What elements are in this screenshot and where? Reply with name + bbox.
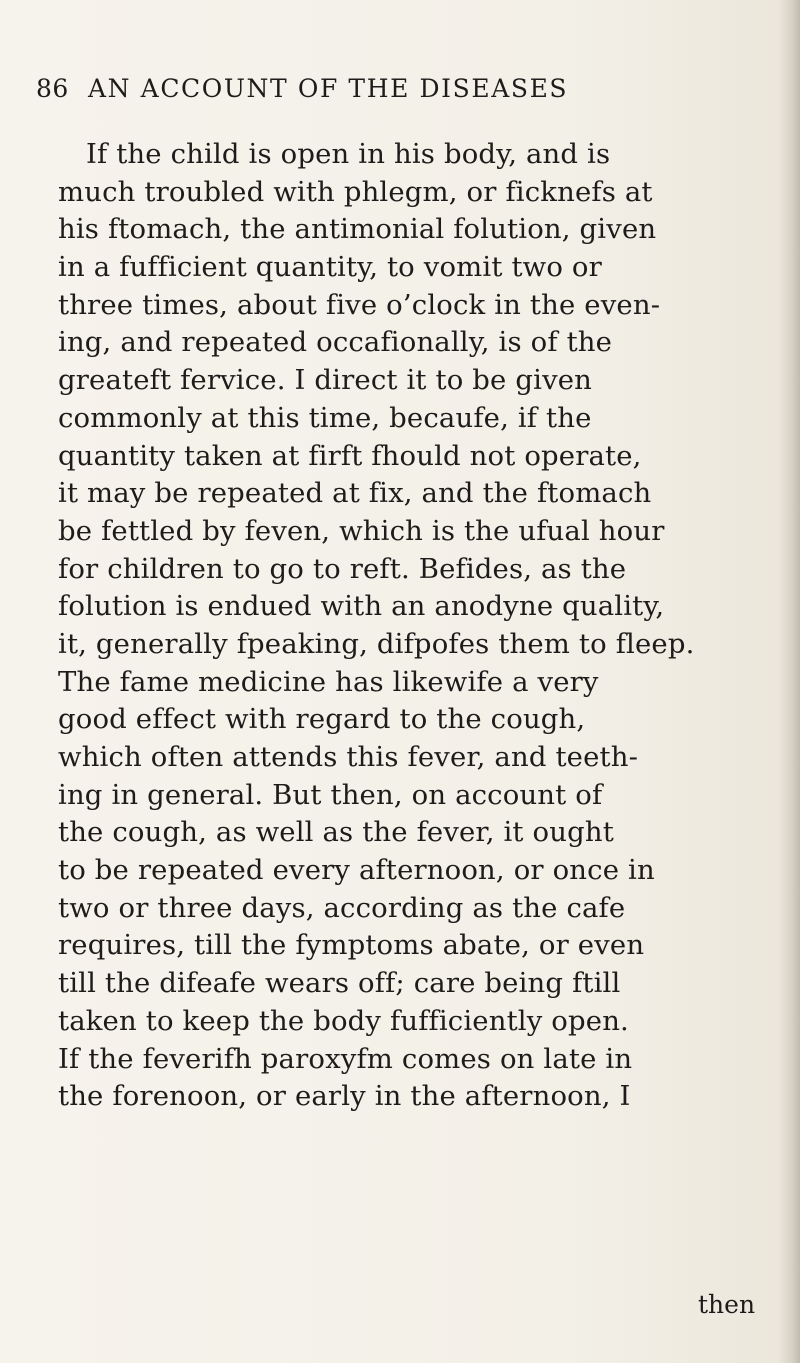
text-line: quantity taken at firft fhould not operate, [58, 439, 642, 472]
text-line: ing, and repeated occafionally, is of the [58, 326, 613, 359]
text-line: for children to go to reft. Befides, as the [58, 552, 627, 585]
text-line: in a fufficient quantity, to vomit two or [58, 251, 602, 284]
text-line: the cough, as well as the fever, it ought [58, 816, 614, 849]
catchword: then [698, 1290, 756, 1319]
text-line: If the feverifh paroxyfm comes on late in [58, 1042, 633, 1075]
text-line: greateft fervice. I direct it to be given [58, 364, 593, 397]
text-line: taken to keep the body fufficiently open. [58, 1004, 629, 1037]
text-line: three times, about five o’clock in the even- [58, 288, 661, 321]
text-line: requires, till the fymptoms abate, or even [58, 929, 645, 962]
text-line: it, generally fpeaking, difpofes them to fleep. [58, 627, 695, 660]
body-text [58, 136, 798, 1116]
text-line: his ftomach, the antimonial folution, given [58, 213, 657, 246]
text-line: ing in general. But then, on account of [58, 778, 603, 811]
text-line: to be repeated every afternoon, or once in [58, 854, 655, 887]
text-line: If the child is open in his body, and is [86, 138, 611, 170]
text-line: good effect with regard to the cough, [58, 703, 586, 736]
page-number: 86 [36, 74, 69, 103]
text-line: which often attends this fever, and teeth- [58, 741, 639, 773]
text-line: folution is endued with an anodyne quality, [58, 590, 665, 623]
text-line: the forenoon, or early in the afternoon, I [58, 1080, 631, 1113]
text-line: two or three days, according as the cafe [58, 891, 626, 924]
text-line: be fettled by feven, which is the ufual hour [58, 514, 665, 547]
text-line: it may be repeated at fix, and the ftomach [58, 477, 652, 510]
text-line: much troubled with phlegm, or ficknefs at [58, 175, 653, 208]
text-line: commonly at this time, becaufe, if the [58, 401, 592, 434]
text-line: till the difeafe wears off; care being ftill [58, 967, 621, 1000]
running-head-title: AN ACCOUNT OF THE DISEASES [88, 74, 569, 103]
text-line: The fame medicine has likewife a very [58, 665, 599, 698]
running-head [36, 74, 736, 114]
